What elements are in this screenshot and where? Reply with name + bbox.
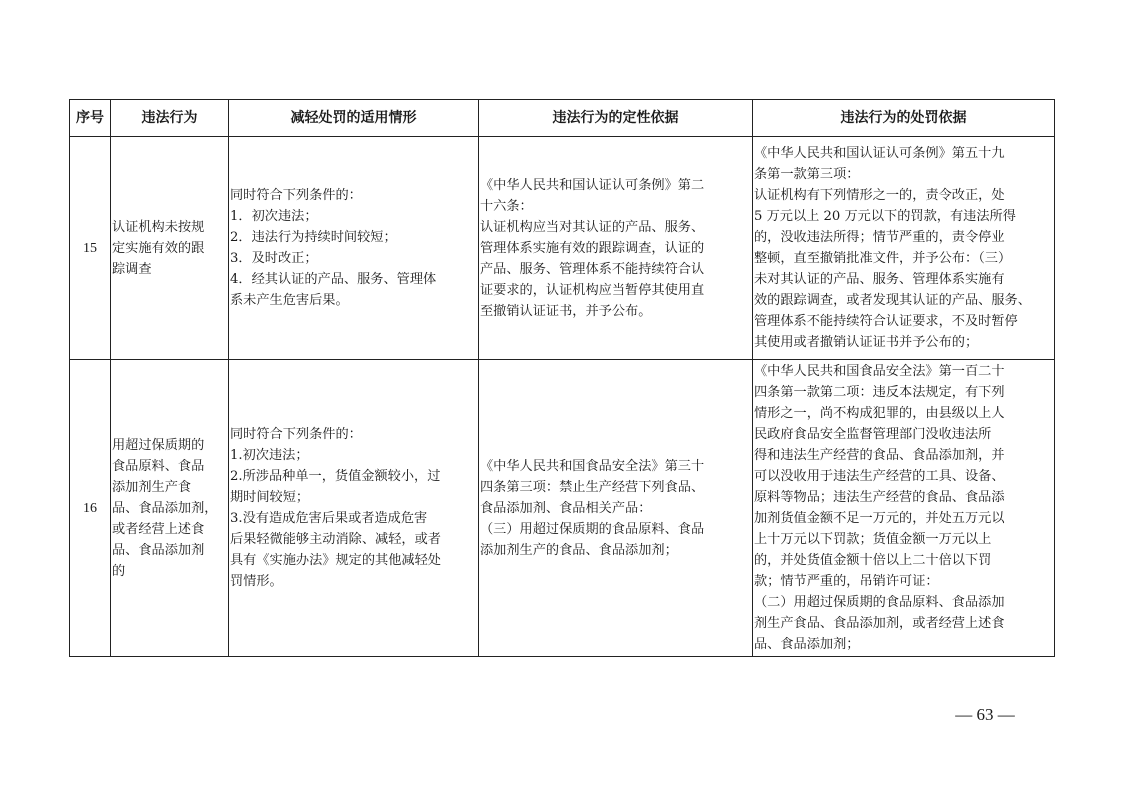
- cell-line: 用超过保质期的: [112, 437, 205, 453]
- cell-line: 《中华人民共和国食品安全法》第一百二十: [754, 364, 1005, 379]
- header-penalty-basis: 违法行为的处罚依据: [753, 100, 1055, 137]
- cell-line: 5 万元以上 20 万元以下的罚款，有违法所得: [754, 209, 1016, 224]
- qualification-cell: [479, 360, 753, 657]
- cell-line: 加剂货值金额不足一万元的，并处五万元以: [754, 511, 1005, 526]
- cell-line: 至撤销认证证书，并予公布。: [480, 303, 652, 319]
- cell-line: 添加剂生产的食品、食品添加剂；: [480, 542, 678, 558]
- penalty-cell: [753, 137, 1055, 360]
- page-number: — 63 —: [955, 705, 1015, 724]
- cell-line: 管理体系不能持续符合认证要求，不及时暂停: [754, 314, 1018, 329]
- cell-line: 食品原料、食品: [112, 458, 205, 474]
- cell-line: 食品添加剂、食品相关产品：: [480, 500, 652, 516]
- cell-line: 效的跟踪调查，或者发现其认证的产品、服务、: [754, 293, 1031, 308]
- cell-line: （三）用超过保质期的食品原料、食品: [480, 521, 705, 537]
- cell-line: 的: [112, 563, 126, 579]
- header-violation: 违法行为: [111, 100, 229, 137]
- cell-line: 整顿，直至撤销批准文件，并予公布：（三）: [754, 251, 1012, 266]
- cell-line: 情形之一，尚不构成犯罪的，由县级以上人: [754, 406, 1005, 421]
- cell-line: 后果轻微能够主动消除、减轻，或者: [230, 532, 441, 547]
- cell-line: 同时符合下列条件的：: [230, 188, 362, 203]
- cell-line: 条第一款第三项：: [754, 167, 860, 182]
- cell-line: （二）用超过保质期的食品原料、食品添加: [754, 595, 1005, 610]
- cell-line: 或者经营上述食: [112, 521, 205, 537]
- row-seq: 16: [70, 360, 111, 657]
- cell-line: 踪调查: [112, 261, 152, 277]
- cell-line: 管理体系实施有效的跟踪调查，认证的: [480, 240, 705, 256]
- cell-line: 3.没有造成危害后果或者造成危害: [230, 511, 428, 526]
- cell-line: 4．经其认证的产品、服务、管理体: [230, 272, 437, 287]
- cell-line: 同时符合下列条件的：: [230, 427, 362, 442]
- qualification-cell: [479, 137, 753, 360]
- cell-line: 品、食品添加剂: [112, 542, 205, 558]
- cell-line: 《中华人民共和国认证认可条例》第五十九: [754, 146, 1005, 161]
- cell-line: 2.所涉品种单一，货值金额较小，过: [230, 469, 441, 484]
- cell-line: 定实施有效的跟: [112, 240, 205, 256]
- cell-line: 具有《实施办法》规定的其他减轻处: [230, 553, 441, 568]
- cell-line: 期时间较短；: [230, 490, 310, 505]
- cell-line: 可以没收用于违法生产经营的工具、设备、: [754, 469, 1005, 484]
- cell-line: 罚情形。: [230, 574, 283, 589]
- cell-line: 1.初次违法；: [230, 448, 309, 463]
- cell-line: 的，没收违法所得；情节严重的，责令停业: [754, 230, 1005, 245]
- cell-line: 认证机构应当对其认证的产品、服务、: [480, 219, 705, 235]
- cell-line: 认证机构有下列情形之一的，责令改正，处: [754, 188, 1005, 203]
- mitigation-cell: [229, 360, 479, 657]
- cell-line: 其使用或者撤销认证证书并予公布的；: [754, 335, 979, 350]
- cell-line: 1．初次违法；: [230, 209, 318, 224]
- row-seq: 15: [70, 137, 111, 360]
- cell-line: 四条第一款第二项：违反本法规定，有下列: [754, 385, 1005, 400]
- header-qualification-basis: 违法行为的定性依据: [479, 100, 753, 137]
- cell-line: 得和违法生产经营的食品、食品添加剂，并: [754, 448, 1005, 463]
- cell-line: 证要求的，认证机构应当暂停其使用直: [480, 282, 705, 298]
- cell-line: 品、食品添加剂，: [112, 500, 218, 516]
- cell-line: 上十万元以下罚款；货值金额一万元以上: [754, 532, 992, 547]
- penalty-cell: [753, 360, 1055, 657]
- cell-line: 《中华人民共和国认证认可条例》第二: [480, 177, 705, 193]
- cell-line: 原料等物品；违法生产经营的食品、食品添: [754, 490, 1005, 505]
- cell-line: 十六条：: [480, 198, 533, 214]
- table-row: [70, 360, 1055, 657]
- table-header-row: [70, 100, 1055, 137]
- cell-line: 产品、服务、管理体系不能持续符合认: [480, 261, 705, 277]
- cell-line: 认证机构未按规: [112, 219, 205, 235]
- violation-cell: [111, 137, 229, 360]
- cell-line: 2．违法行为持续时间较短；: [230, 230, 397, 245]
- cell-line: 《中华人民共和国食品安全法》第三十: [480, 458, 705, 474]
- cell-line: 未对其认证的产品、服务、管理体系实施有: [754, 272, 1005, 287]
- cell-line: 四条第三项：禁止生产经营下列食品、: [480, 479, 705, 495]
- cell-line: 的，并处货值金额十倍以上二十倍以下罚: [754, 553, 992, 568]
- cell-line: 民政府食品安全监督管理部门没收违法所: [754, 427, 992, 442]
- penalty-table: [69, 99, 1055, 657]
- cell-line: 款；情节严重的，吊销许可证：: [754, 574, 939, 589]
- header-seq: 序号: [70, 100, 111, 137]
- cell-line: 系未产生危害后果。: [230, 293, 349, 308]
- header-mitigation: 减轻处罚的适用情形: [229, 100, 479, 137]
- cell-line: 添加剂生产食: [112, 479, 192, 495]
- violation-cell: [111, 360, 229, 657]
- cell-line: 剂生产食品、食品添加剂，或者经营上述食: [754, 616, 1005, 631]
- cell-line: 3．及时改正；: [230, 251, 318, 266]
- table-row: [70, 137, 1055, 360]
- cell-line: 品、食品添加剂；: [754, 637, 860, 652]
- mitigation-cell: [229, 137, 479, 360]
